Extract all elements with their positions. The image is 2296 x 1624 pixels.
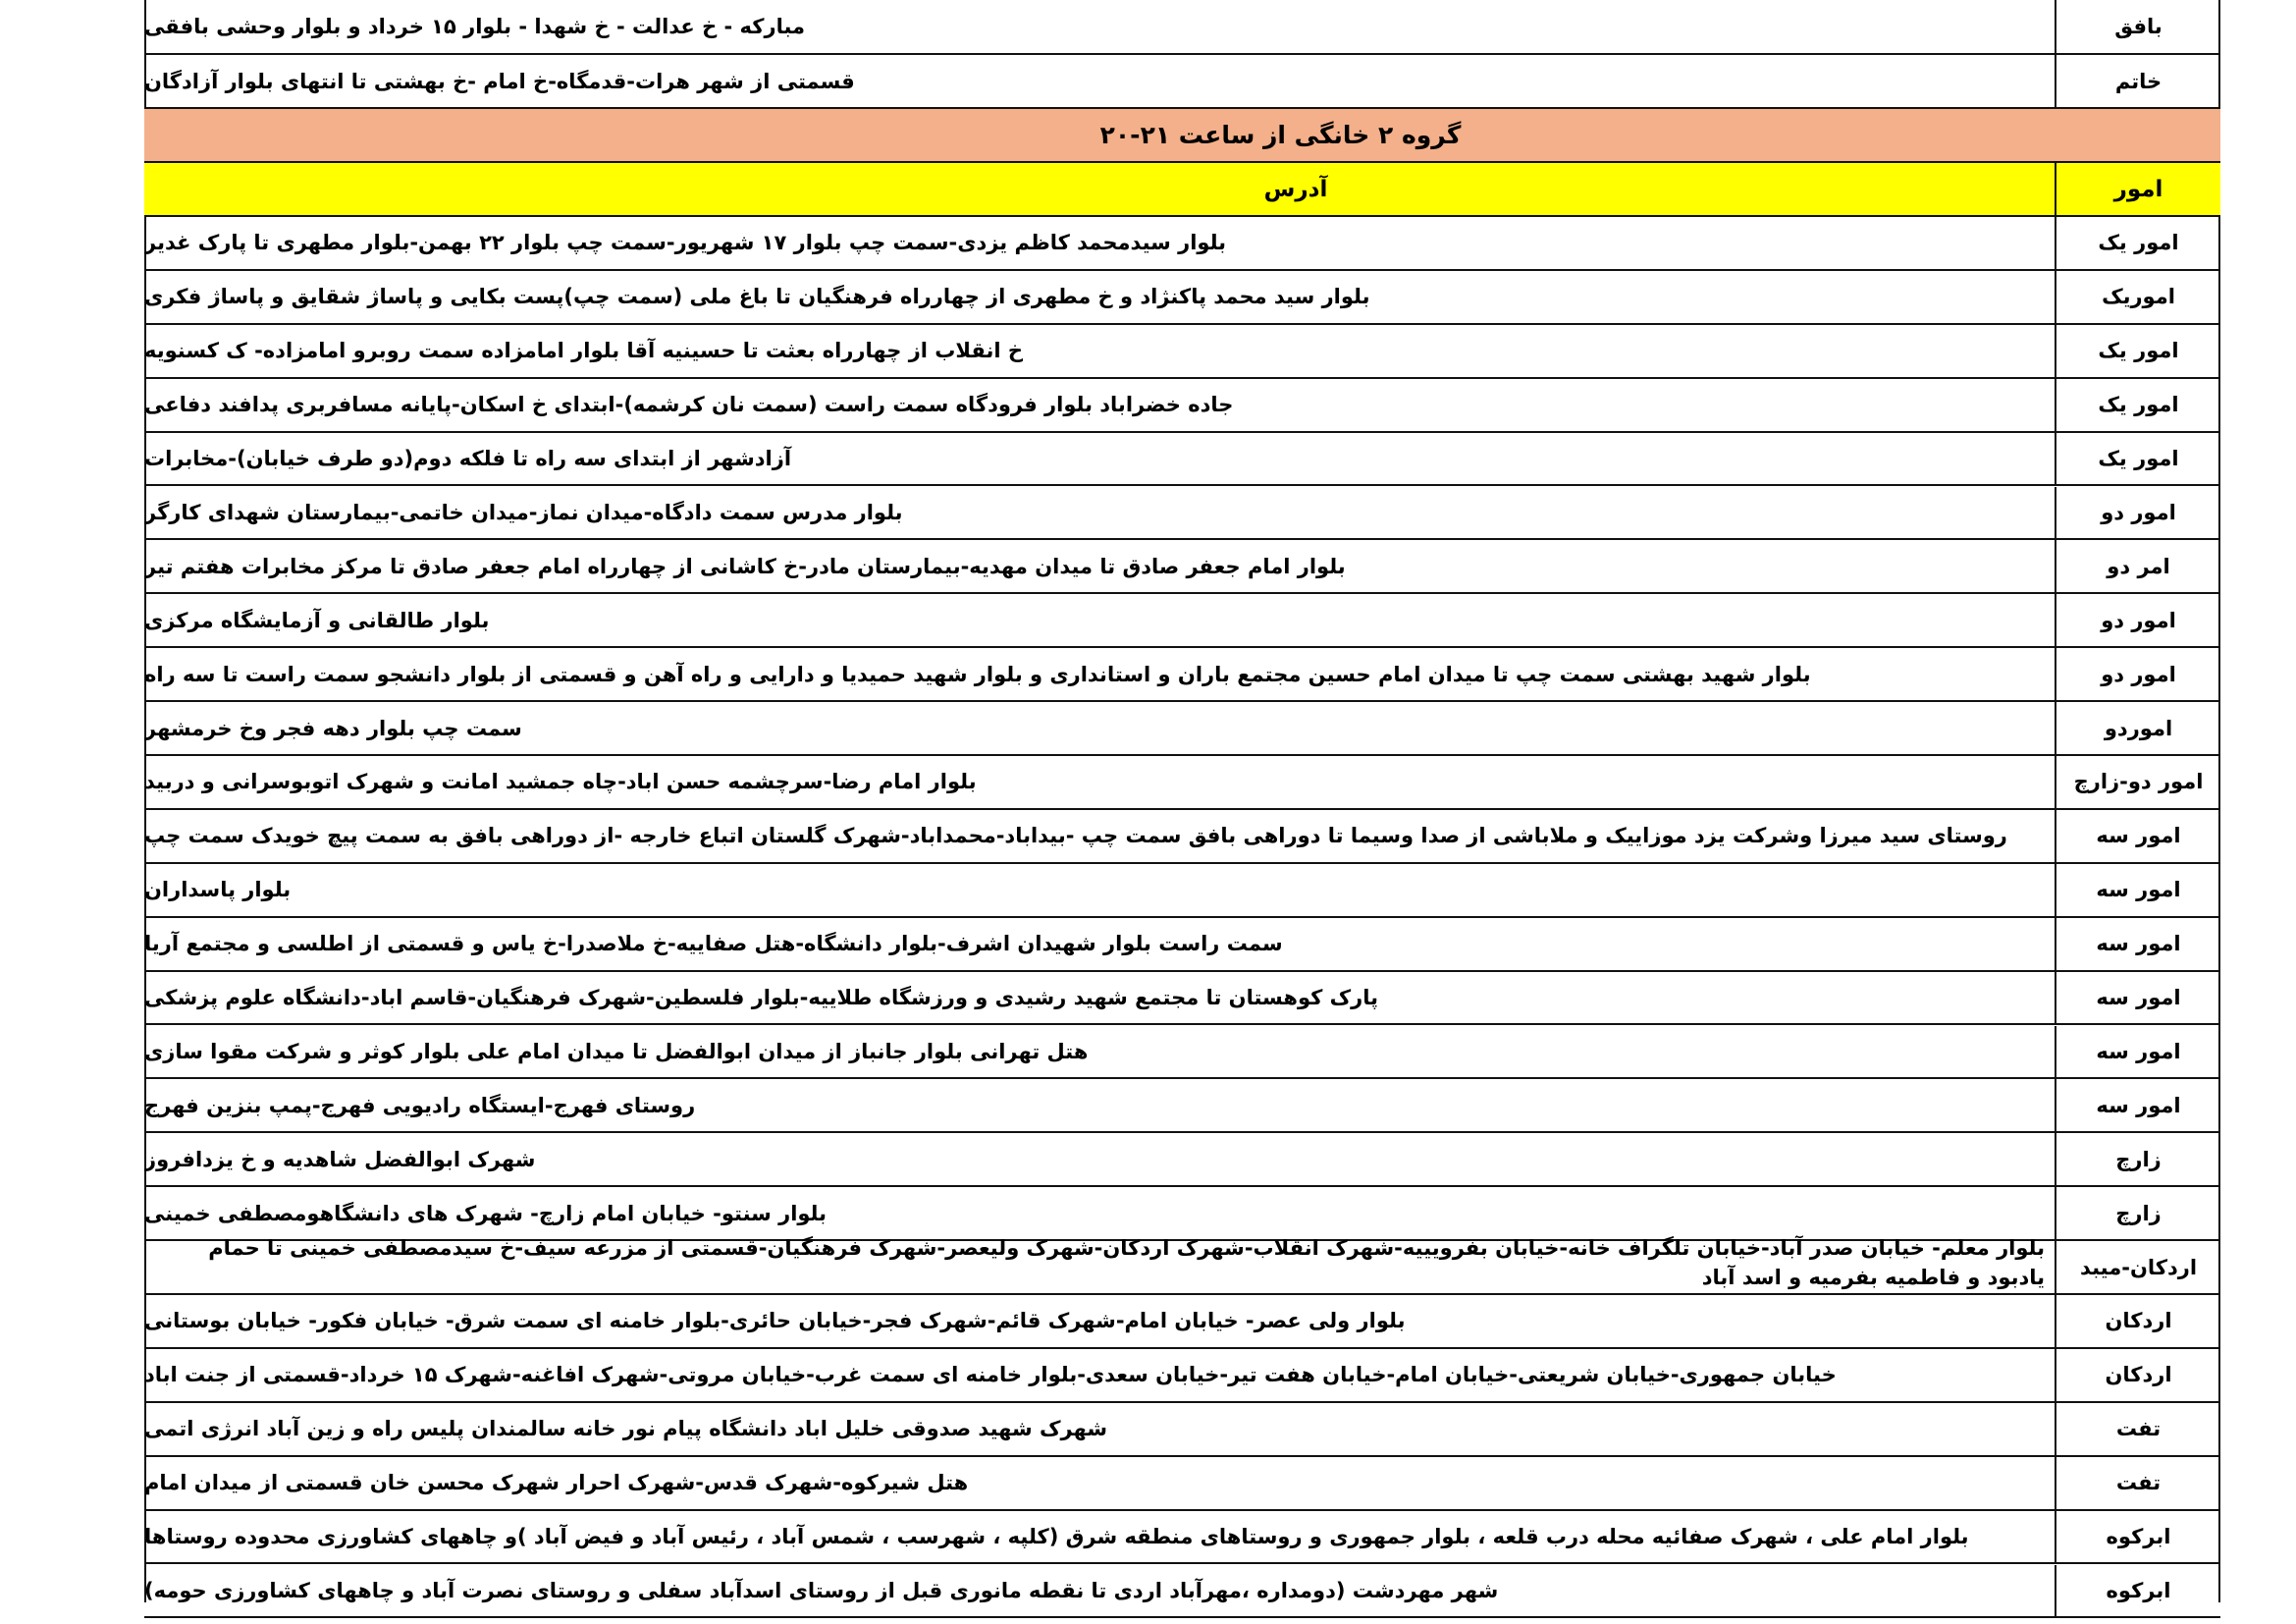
area-cell: امور یک bbox=[2098, 339, 2179, 363]
area-cell: تفت bbox=[2115, 1417, 2162, 1441]
area-cell: امورد‌و bbox=[2104, 716, 2173, 740]
table-row bbox=[144, 540, 2220, 594]
table-row bbox=[144, 55, 2220, 109]
area-cell: امور سه bbox=[2096, 932, 2181, 956]
group-title: گروه ۲ خانگی از ساعت ۲۱-۲۰ bbox=[144, 109, 2220, 163]
table-row bbox=[144, 0, 2220, 55]
area-cell: امور سه bbox=[2096, 986, 2181, 1010]
area-cell: اردکان bbox=[2105, 1309, 2172, 1333]
table-row bbox=[144, 1403, 2220, 1457]
address-cell: قسمتی از شهر هرات-قدمگاه-خ امام -خ بهشتی تا انتهای بلوار آزادگان bbox=[144, 55, 2056, 107]
address-cell: بلوار سیدمحمد کاظم یزدی-سمت چپ بلوار ۱۷ شهریور-سمت چپ بلوار ۲۲ بهمن-بلوار مطهری تا پارک غدیر bbox=[144, 217, 2056, 269]
area-cell: امور دو bbox=[2101, 662, 2176, 686]
area-cell: امور یک bbox=[2098, 447, 2179, 471]
address-cell: شهر مهردشت (دومداره ،مهرآباد اردی تا نقطه مانوری قبل از روستای اسدآباد سفلی و روستای نصرت آباد و چاههای کشاورزی حومه) bbox=[144, 1565, 2056, 1617]
address-cell: روستای سید میرزا وشرکت یزد موزاییک و ملاباشی از صدا وسیما تا دوراهی بافق سمت چپ -بیداباد-محمداباد-شهرک گلستان اتباع خارجه -از دوراهی بافق به سمت پیچ خویدک سمت چپ bbox=[144, 810, 2056, 862]
table-row bbox=[144, 1026, 2220, 1080]
table-row bbox=[144, 1079, 2220, 1133]
address-cell: جاده خضراباد بلوار فرودگاه سمت راست (سمت نان کرشمه)-ابتدای خ اسکان-پایانه مسافربری پدافند دفاعی bbox=[144, 379, 2056, 431]
table-row bbox=[144, 594, 2220, 648]
outage-schedule-table bbox=[144, 0, 2220, 1602]
table-row bbox=[144, 379, 2220, 433]
address-cell: سمت راست بلوار شهیدان اشرف-بلوار دانشگاه-هتل صفاییه-خ ملاصدرا-خ یاس و قسمتی از اطلسی و مجتمع آریا bbox=[144, 918, 2056, 970]
area-cell: خاتم bbox=[2114, 69, 2163, 93]
area-cell: زارچ bbox=[2115, 1147, 2162, 1171]
address-cell: شهرک شهید صدوقی خلیل اباد دانشگاه پیام نور خانه سالمندان پلیس راه و زین آباد انرژی اتمی bbox=[144, 1403, 2056, 1455]
address-cell: هتل تهرانی بلوار جانباز از میدان ابوالفضل تا میدان امام علی بلوار کوثر و شرکت مقوا سازی bbox=[144, 1026, 2056, 1078]
area-cell: امور دو bbox=[2101, 608, 2176, 632]
address-cell: بلوار شهید بهشتی سمت چپ تا میدان امام حسین مجتمع باران و استانداری و بلوار شهید حمیدیا و دارایی و راه آهن و قسمتی از بلوار دانشجو سمت راست تا سه راه bbox=[144, 648, 2056, 700]
address-cell: بلوار طالقانی و آزمایشگاه مرکزی bbox=[144, 594, 2056, 646]
address-cell: مبارکه - خ عدالت - خ شهدا - بلوار ۱۵ خرداد و بلوار وحشی بافقی bbox=[144, 0, 2056, 53]
table-row bbox=[144, 1565, 2220, 1619]
area-cell: امور سه bbox=[2096, 824, 2181, 848]
table-row bbox=[144, 1236, 2220, 1295]
address-cell: بلوار ولی عصر- خیابان امام-شهرک قائم-شهرک فجر-خیابان حائری-بلوار خامنه ای سمت شرق- خیابان فکور- خیابان بوستانی bbox=[144, 1295, 2056, 1347]
address-cell: بلوار امام جعفر صادق تا میدان مهدیه-بیمارستان مادر-خ کاشانی از چهارراه امام جعفر صادق تا مرکز مخابرات هفتم تیر bbox=[144, 540, 2056, 592]
address-cell: آزادشهر از ابتدای سه راه تا فلکه دوم(دو طرف خیابان)-مخابرات bbox=[144, 433, 2056, 485]
address-cell: خیابان جمهوری-خیابان شریعتی-خیابان امام-خیابان هفت تیر-خیابان سعدی-بلوار خامنه ای سمت غرب-خیابان مروتی-شهرک افاغنه-شهرک ۱۵ خرداد-قسمتی از جنت اباد bbox=[144, 1349, 2056, 1401]
address-cell: روستای فهرج-ایستگاه رادیویی فهرج-پمپ بنزین فهرج bbox=[144, 1079, 2056, 1131]
address-cell: بلوار مدرس سمت دادگاه-میدان نماز-میدان خاتمی-بیمارستان شهدای کارگر bbox=[144, 487, 2056, 539]
area-cell: امور یک bbox=[2098, 231, 2179, 255]
area-cell: امور دو-زارچ bbox=[2073, 770, 2204, 794]
area-cell: امور دو bbox=[2101, 500, 2176, 524]
area-cell: ابرکوه bbox=[2106, 1525, 2171, 1549]
table-row bbox=[144, 972, 2220, 1026]
table-row bbox=[144, 487, 2220, 541]
address-cell: شهرک ابوالفضل شاهدیه و خ یزدافروز bbox=[144, 1133, 2056, 1185]
area-cell: ابرکوه bbox=[2106, 1578, 2171, 1602]
area-cell: امور سه bbox=[2096, 878, 2181, 902]
address-cell: بلوار سنتو- خیابان امام زارچ- شهرک های دانشگاهومصطفی خمینی bbox=[144, 1187, 2056, 1239]
address-cell: پارک کوهستان تا مجتمع شهید رشیدی و ورزشگاه طلاییه-بلوار فلسطین-شهرک فرهنگیان-قاسم اباد-دانشگاه علوم پزشکی bbox=[144, 972, 2056, 1024]
area-cell: امور یک bbox=[2098, 393, 2179, 417]
table-row bbox=[144, 325, 2220, 379]
table-row bbox=[144, 864, 2220, 918]
table-row bbox=[144, 702, 2220, 756]
area-cell: زارچ bbox=[2115, 1201, 2162, 1225]
table-row bbox=[144, 1133, 2220, 1187]
address-cell: خ انقلاب از چهارراه بعثت تا حسینیه آقا بلوار امامزاده سمت روبرو امامزاده- ک کسنویه bbox=[144, 325, 2056, 377]
table-row bbox=[144, 918, 2220, 972]
address-cell: بلوار سید محمد پاکنژاد و خ مطهری از چهارراه فرهنگیان تا باغ ملی (سمت چپ)پست بکایی و پاساژ شقایق و پاساژ فکری bbox=[144, 271, 2056, 323]
address-cell: بلوار معلم- خیابان صدر آباد-خیابان تلگراف خانه-خیابان بفرویییه-شهرک انقلاب-شهرک اردکان-شهرک ولیعصر-شهرک فرهنگیان-قسمتی از مزرعه سیف-خ سیدمصطفی خمینی تا حمام یادبود و فاطمیه بفرمیه و اسد آباد bbox=[144, 1233, 2056, 1293]
table-row bbox=[144, 1511, 2220, 1565]
address-cell: هتل شیرکوه-شهرک قدس-شهرک احرار شهرک محسن خان قسمتی از میدان امام bbox=[144, 1457, 2056, 1509]
address-cell: بلوار پاسداران bbox=[144, 864, 2056, 916]
area-cell: امور سه bbox=[2096, 1093, 2181, 1117]
table-row bbox=[144, 1349, 2220, 1403]
area-cell: تفت bbox=[2115, 1471, 2162, 1495]
area-cell: اردکان bbox=[2105, 1363, 2172, 1387]
area-column-header: امور bbox=[2113, 176, 2163, 202]
table-row bbox=[144, 433, 2220, 487]
address-column-header: آدرس bbox=[144, 163, 2056, 215]
area-cell: بافق bbox=[2114, 15, 2163, 38]
area-cell: امور سه bbox=[2096, 1039, 2181, 1063]
table-row bbox=[144, 810, 2220, 864]
area-cell: اردکان-میبد bbox=[2079, 1255, 2198, 1279]
table-row bbox=[144, 648, 2220, 702]
address-cell: سمت چپ بلوار دهه فجر وخ خرمشهر bbox=[144, 702, 2056, 754]
address-cell: بلوار امام رضا-سرچشمه حسن اباد-چاه جمشید امانت و شهرک اتوبوسرانی و دربید bbox=[144, 756, 2056, 808]
table-header-row bbox=[144, 163, 2220, 217]
area-cell: اموریک bbox=[2102, 285, 2175, 309]
table-row bbox=[144, 756, 2220, 810]
table-row bbox=[144, 1457, 2220, 1511]
table-row bbox=[144, 1295, 2220, 1349]
address-cell: بلوار امام علی ، شهرک صفائیه محله درب قلعه ، بلوار جمهوری و روستاهای منطقه شرق (کلپه ، شهرسب ، شمس آباد ، رئیس آباد و فیض آباد )و چاههای کشاورزی محدوده روستاها bbox=[144, 1511, 2056, 1563]
table-row bbox=[144, 217, 2220, 271]
area-cell: امر دو bbox=[2107, 554, 2170, 578]
table-row bbox=[144, 271, 2220, 325]
